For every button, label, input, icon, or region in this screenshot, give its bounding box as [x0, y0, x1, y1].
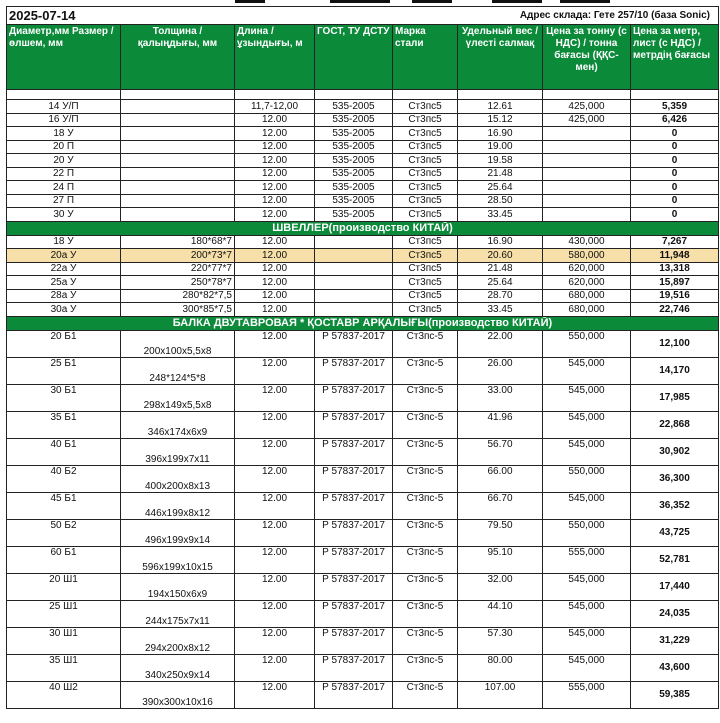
table-row — [7, 573, 719, 600]
cell-size: 20 У — [7, 154, 121, 168]
table-row — [7, 235, 719, 249]
cell-price-meter: 7,267 — [631, 235, 719, 249]
cell-size: 14 У/П — [7, 100, 121, 114]
cell-weight: 66.00 — [458, 465, 543, 492]
cell-thickness: 194x150x6x9 — [121, 573, 235, 600]
cell-grade: Ст3пс5 — [393, 194, 458, 208]
cell-gost — [315, 303, 393, 317]
price-table — [6, 24, 719, 709]
cell-weight: 21.48 — [458, 167, 543, 181]
table-row — [7, 627, 719, 654]
cell-thickness: 298x149x5,5x8 — [121, 384, 235, 411]
cell-size: 22а У — [7, 262, 121, 276]
cell-price-ton: 620,000 — [543, 276, 631, 290]
cell-price-meter: 30,902 — [631, 438, 719, 465]
table-row — [7, 113, 719, 127]
cell-price-meter: 0 — [631, 140, 719, 154]
cell-weight: 21.48 — [458, 262, 543, 276]
cell-price-ton: 545,000 — [543, 438, 631, 465]
cell-gost — [315, 249, 393, 263]
cell-thickness: 280*82*7,5 — [121, 289, 235, 303]
table-row — [7, 681, 719, 708]
cell-grade: Ст3пс-5 — [393, 492, 458, 519]
cell-size: 25а У — [7, 276, 121, 290]
cell-price-ton — [543, 167, 631, 181]
table-row — [7, 194, 719, 208]
cell-thickness: 446x199x8x12 — [121, 492, 235, 519]
cell-length: 12.00 — [235, 303, 315, 317]
cell-weight: 15.12 — [458, 113, 543, 127]
cell-thickness: 596x199x10x15 — [121, 546, 235, 573]
cell-grade: Ст3пс5 — [393, 113, 458, 127]
cell-price-meter: 13,318 — [631, 262, 719, 276]
cell-size: 30 Ш1 — [7, 627, 121, 654]
col-weight: Удельный вес / үлесті салмақ — [458, 25, 543, 90]
cell-thickness: 346x174x6x9 — [121, 411, 235, 438]
table-row — [7, 438, 719, 465]
cell-weight: 57.30 — [458, 627, 543, 654]
cell-length: 12.00 — [235, 113, 315, 127]
cell-thickness: 400x200x8x13 — [121, 465, 235, 492]
spacer-cell — [393, 90, 458, 100]
cell-thickness: 244x175x7x11 — [121, 600, 235, 627]
cell-length: 11,7-12,00 — [235, 100, 315, 114]
cell-price-meter: 52,781 — [631, 546, 719, 573]
cell-gost: Р 57837-2017 — [315, 600, 393, 627]
cell-thickness — [121, 194, 235, 208]
cell-grade: Ст3пс-5 — [393, 519, 458, 546]
cell-grade: Ст3пс5 — [393, 127, 458, 141]
table-row — [7, 492, 719, 519]
cell-grade: Ст3пс5 — [393, 249, 458, 263]
cell-price-meter: 36,300 — [631, 465, 719, 492]
cell-size: 20а У — [7, 249, 121, 263]
cell-price-meter: 22,746 — [631, 303, 719, 317]
cell-size: 60 Б1 — [7, 546, 121, 573]
cell-price-meter: 59,385 — [631, 681, 719, 708]
cell-gost: Р 57837-2017 — [315, 438, 393, 465]
cell-thickness — [121, 100, 235, 114]
cell-gost: Р 57837-2017 — [315, 384, 393, 411]
top-border — [0, 0, 720, 4]
cell-weight: 25.64 — [458, 276, 543, 290]
cell-size: 27 П — [7, 194, 121, 208]
cell-length: 12.00 — [235, 167, 315, 181]
cell-size: 30 У — [7, 208, 121, 222]
cell-length: 12.00 — [235, 181, 315, 195]
table-row — [7, 249, 719, 263]
cell-price-ton: 545,000 — [543, 411, 631, 438]
spacer-cell — [315, 90, 393, 100]
table-row — [7, 303, 719, 317]
cell-weight: 56.70 — [458, 438, 543, 465]
cell-price-ton: 545,000 — [543, 627, 631, 654]
table-row — [7, 167, 719, 181]
cell-gost: Р 57837-2017 — [315, 465, 393, 492]
spacer-cell — [543, 90, 631, 100]
cell-weight: 32.00 — [458, 573, 543, 600]
cell-grade: Ст3пс5 — [393, 276, 458, 290]
cell-length: 12.00 — [235, 249, 315, 263]
table-row — [7, 357, 719, 384]
cell-grade: Ст3пс-5 — [393, 384, 458, 411]
cell-price-ton: 620,000 — [543, 262, 631, 276]
cell-size: 28а У — [7, 289, 121, 303]
cell-grade: Ст3пс-5 — [393, 600, 458, 627]
cell-size: 45 Б1 — [7, 492, 121, 519]
cell-length: 12.00 — [235, 357, 315, 384]
cell-weight: 20.60 — [458, 249, 543, 263]
cell-length: 12.00 — [235, 194, 315, 208]
cell-grade: Ст3пс-5 — [393, 465, 458, 492]
cell-price-ton: 545,000 — [543, 654, 631, 681]
cell-size: 35 Б1 — [7, 411, 121, 438]
cell-price-meter: 24,035 — [631, 600, 719, 627]
table-row — [7, 127, 719, 141]
cell-price-ton — [543, 154, 631, 168]
section-title: ШВЕЛЛЕР(производство КИТАЙ) — [7, 221, 719, 235]
cell-gost: Р 57837-2017 — [315, 492, 393, 519]
cell-price-meter: 15,897 — [631, 276, 719, 290]
cell-size: 18 У — [7, 235, 121, 249]
cell-length: 12.00 — [235, 384, 315, 411]
cell-gost: 535-2005 — [315, 100, 393, 114]
cell-price-meter: 31,229 — [631, 627, 719, 654]
cell-price-meter: 0 — [631, 127, 719, 141]
cell-gost: 535-2005 — [315, 194, 393, 208]
table-row — [7, 140, 719, 154]
cell-grade: Ст3пс5 — [393, 235, 458, 249]
cell-gost: Р 57837-2017 — [315, 357, 393, 384]
header-bar — [6, 6, 719, 25]
cell-thickness — [121, 181, 235, 195]
spacer-cell — [7, 90, 121, 100]
cell-size: 25 Б1 — [7, 357, 121, 384]
cell-gost: Р 57837-2017 — [315, 654, 393, 681]
cell-gost: 535-2005 — [315, 127, 393, 141]
cell-size: 20 П — [7, 140, 121, 154]
cell-grade: Ст3пс5 — [393, 262, 458, 276]
cell-price-ton: 545,000 — [543, 384, 631, 411]
cell-price-ton: 680,000 — [543, 303, 631, 317]
cell-length: 12.00 — [235, 654, 315, 681]
cell-thickness: 390x300x10x16 — [121, 681, 235, 708]
cell-thickness: 200x100x5,5x8 — [121, 330, 235, 357]
cell-gost: Р 57837-2017 — [315, 330, 393, 357]
cell-price-ton: 680,000 — [543, 289, 631, 303]
cell-thickness: 200*73*7 — [121, 249, 235, 263]
cell-size: 24 П — [7, 181, 121, 195]
cell-size: 22 П — [7, 167, 121, 181]
table-row — [7, 546, 719, 573]
cell-thickness: 396x199x7x11 — [121, 438, 235, 465]
cell-weight: 80.00 — [458, 654, 543, 681]
cell-price-ton: 545,000 — [543, 492, 631, 519]
cell-price-meter: 0 — [631, 208, 719, 222]
cell-thickness: 248*124*5*8 — [121, 357, 235, 384]
cell-weight: 25.64 — [458, 181, 543, 195]
cell-weight: 16.90 — [458, 235, 543, 249]
cell-grade: Ст3пс5 — [393, 140, 458, 154]
cell-gost: Р 57837-2017 — [315, 627, 393, 654]
table-row — [7, 262, 719, 276]
cell-length: 12.00 — [235, 330, 315, 357]
cell-weight: 19.00 — [458, 140, 543, 154]
cell-price-ton: 580,000 — [543, 249, 631, 263]
cell-price-ton — [543, 127, 631, 141]
cell-grade: Ст3пс5 — [393, 303, 458, 317]
cell-length: 12.00 — [235, 438, 315, 465]
cell-price-ton: 550,000 — [543, 519, 631, 546]
section-row — [7, 221, 719, 235]
cell-length: 12.00 — [235, 465, 315, 492]
col-thickness: Толщина / қалыңдығы, мм — [121, 25, 235, 90]
cell-size: 30 Б1 — [7, 384, 121, 411]
spacer-cell — [631, 90, 719, 100]
cell-thickness: 220*77*7 — [121, 262, 235, 276]
col-size: Диаметр,мм Размер / өлшем, мм — [7, 25, 121, 90]
cell-price-ton: 545,000 — [543, 600, 631, 627]
cell-length: 12.00 — [235, 140, 315, 154]
cell-weight: 41.96 — [458, 411, 543, 438]
cell-weight: 12.61 — [458, 100, 543, 114]
cell-gost: Р 57837-2017 — [315, 411, 393, 438]
cell-price-ton: 430,000 — [543, 235, 631, 249]
cell-price-ton — [543, 140, 631, 154]
cell-length: 12.00 — [235, 289, 315, 303]
cell-gost: 535-2005 — [315, 208, 393, 222]
cell-length: 12.00 — [235, 492, 315, 519]
cell-price-meter: 17,440 — [631, 573, 719, 600]
cell-thickness — [121, 154, 235, 168]
cell-grade: Ст3пс-5 — [393, 654, 458, 681]
col-steel-grade: Марка стали — [393, 25, 458, 90]
cell-price-ton: 425,000 — [543, 100, 631, 114]
cell-size: 25 Ш1 — [7, 600, 121, 627]
col-gost: ГОСТ, ТУ ДСТУ — [315, 25, 393, 90]
cell-size: 18 У — [7, 127, 121, 141]
cell-price-meter: 22,868 — [631, 411, 719, 438]
cell-length: 12.00 — [235, 519, 315, 546]
cell-grade: Ст3пс-5 — [393, 573, 458, 600]
cell-price-meter: 43,725 — [631, 519, 719, 546]
cell-thickness — [121, 208, 235, 222]
cell-grade: Ст3пс5 — [393, 181, 458, 195]
cell-weight: 79.50 — [458, 519, 543, 546]
cell-grade: Ст3пс5 — [393, 154, 458, 168]
table-row — [7, 384, 719, 411]
cell-gost — [315, 289, 393, 303]
cell-weight: 66.70 — [458, 492, 543, 519]
cell-gost: 535-2005 — [315, 113, 393, 127]
cell-thickness: 300*85*7,5 — [121, 303, 235, 317]
cell-weight: 44.10 — [458, 600, 543, 627]
spacer-row — [7, 90, 719, 100]
cell-price-meter: 36,352 — [631, 492, 719, 519]
cell-price-ton: 555,000 — [543, 546, 631, 573]
cell-size: 40 Б2 — [7, 465, 121, 492]
cell-gost: Р 57837-2017 — [315, 519, 393, 546]
cell-gost: 535-2005 — [315, 140, 393, 154]
cell-gost — [315, 235, 393, 249]
cell-length: 12.00 — [235, 262, 315, 276]
cell-size: 20 Ш1 — [7, 573, 121, 600]
cell-grade: Ст3пс-5 — [393, 411, 458, 438]
cell-weight: 16.90 — [458, 127, 543, 141]
cell-weight: 33.00 — [458, 384, 543, 411]
table-row — [7, 289, 719, 303]
cell-thickness — [121, 140, 235, 154]
section-row — [7, 316, 719, 330]
cell-thickness: 180*68*7 — [121, 235, 235, 249]
cell-price-ton: 425,000 — [543, 113, 631, 127]
cell-price-meter: 17,985 — [631, 384, 719, 411]
cell-length: 12.00 — [235, 546, 315, 573]
cell-length: 12.00 — [235, 600, 315, 627]
table-row — [7, 154, 719, 168]
cell-grade: Ст3пс5 — [393, 167, 458, 181]
cell-gost — [315, 276, 393, 290]
cell-price-ton — [543, 208, 631, 222]
cell-length: 12.00 — [235, 681, 315, 708]
table-row — [7, 600, 719, 627]
cell-thickness — [121, 113, 235, 127]
cell-weight: 26.00 — [458, 357, 543, 384]
cell-price-ton: 545,000 — [543, 357, 631, 384]
cell-length: 12.00 — [235, 627, 315, 654]
cell-length: 12.00 — [235, 276, 315, 290]
cell-weight: 19.58 — [458, 154, 543, 168]
cell-grade: Ст3пс-5 — [393, 357, 458, 384]
col-price-ton: Цена за тонну (с НДС) / тонна бағасы (ҚҚС-мен) — [543, 25, 631, 90]
cell-weight: 33.45 — [458, 303, 543, 317]
cell-size: 30а У — [7, 303, 121, 317]
table-header-row — [7, 25, 719, 90]
table-row — [7, 181, 719, 195]
cell-weight: 95.10 — [458, 546, 543, 573]
cell-price-ton — [543, 194, 631, 208]
cell-length: 12.00 — [235, 127, 315, 141]
cell-gost: Р 57837-2017 — [315, 546, 393, 573]
cell-weight: 28.50 — [458, 194, 543, 208]
cell-price-meter: 43,600 — [631, 654, 719, 681]
cell-gost — [315, 262, 393, 276]
cell-gost: 535-2005 — [315, 154, 393, 168]
cell-price-meter: 12,100 — [631, 330, 719, 357]
cell-thickness — [121, 167, 235, 181]
table-row — [7, 411, 719, 438]
table-row — [7, 276, 719, 290]
cell-length: 12.00 — [235, 208, 315, 222]
cell-grade: Ст3пс-5 — [393, 546, 458, 573]
cell-grade: Ст3пс-5 — [393, 681, 458, 708]
col-length: Длина / ұзындығы, м — [235, 25, 315, 90]
section-title: БАЛКА ДВУТАВРОВАЯ * ҚОСТАВР АРҚАЛЫҒЫ(производство КИТАЙ) — [7, 316, 719, 330]
cell-thickness: 340x250x9x14 — [121, 654, 235, 681]
cell-price-ton: 545,000 — [543, 573, 631, 600]
cell-length: 12.00 — [235, 411, 315, 438]
cell-thickness: 250*78*7 — [121, 276, 235, 290]
cell-gost: Р 57837-2017 — [315, 573, 393, 600]
cell-price-meter: 6,426 — [631, 113, 719, 127]
cell-price-meter: 14,170 — [631, 357, 719, 384]
warehouse-address: Адрес склада: Гете 257/10 (база Sonic) — [519, 10, 710, 21]
cell-grade: Ст3пс5 — [393, 100, 458, 114]
cell-gost: Р 57837-2017 — [315, 681, 393, 708]
cell-weight: 107.00 — [458, 681, 543, 708]
cell-grade: Ст3пс5 — [393, 289, 458, 303]
cell-gost: 535-2005 — [315, 167, 393, 181]
report-date: 2025-07-14 — [9, 8, 76, 23]
cell-thickness: 496x199x9x14 — [121, 519, 235, 546]
cell-price-ton — [543, 181, 631, 195]
spacer-cell — [235, 90, 315, 100]
cell-length: 12.00 — [235, 154, 315, 168]
cell-price-ton: 555,000 — [543, 681, 631, 708]
cell-weight: 33.45 — [458, 208, 543, 222]
cell-size: 20 Б1 — [7, 330, 121, 357]
cell-size: 40 Ш2 — [7, 681, 121, 708]
cell-grade: Ст3пс-5 — [393, 330, 458, 357]
cell-price-meter: 0 — [631, 181, 719, 195]
cell-size: 50 Б2 — [7, 519, 121, 546]
cell-weight: 22.00 — [458, 330, 543, 357]
table-row — [7, 654, 719, 681]
cell-size: 35 Ш1 — [7, 654, 121, 681]
cell-price-ton: 550,000 — [543, 465, 631, 492]
cell-thickness: 294x200x8x12 — [121, 627, 235, 654]
cell-price-meter: 0 — [631, 167, 719, 181]
cell-price-meter: 5,359 — [631, 100, 719, 114]
cell-price-meter: 19,516 — [631, 289, 719, 303]
cell-thickness — [121, 127, 235, 141]
cell-length: 12.00 — [235, 235, 315, 249]
cell-price-meter: 11,948 — [631, 249, 719, 263]
cell-grade: Ст3пс-5 — [393, 438, 458, 465]
table-row — [7, 208, 719, 222]
col-price-meter: Цена за метр, лист (с НДС) / метрдің бағасы — [631, 25, 719, 90]
cell-price-meter: 0 — [631, 194, 719, 208]
cell-price-meter: 0 — [631, 154, 719, 168]
cell-length: 12.00 — [235, 573, 315, 600]
table-row — [7, 100, 719, 114]
cell-size: 16 У/П — [7, 113, 121, 127]
cell-weight: 28.70 — [458, 289, 543, 303]
table-row — [7, 465, 719, 492]
spacer-cell — [458, 90, 543, 100]
table-row — [7, 330, 719, 357]
cell-price-ton: 550,000 — [543, 330, 631, 357]
cell-size: 40 Б1 — [7, 438, 121, 465]
cell-gost: 535-2005 — [315, 181, 393, 195]
cell-grade: Ст3пс-5 — [393, 627, 458, 654]
table-row — [7, 519, 719, 546]
spacer-cell — [121, 90, 235, 100]
cell-grade: Ст3пс5 — [393, 208, 458, 222]
